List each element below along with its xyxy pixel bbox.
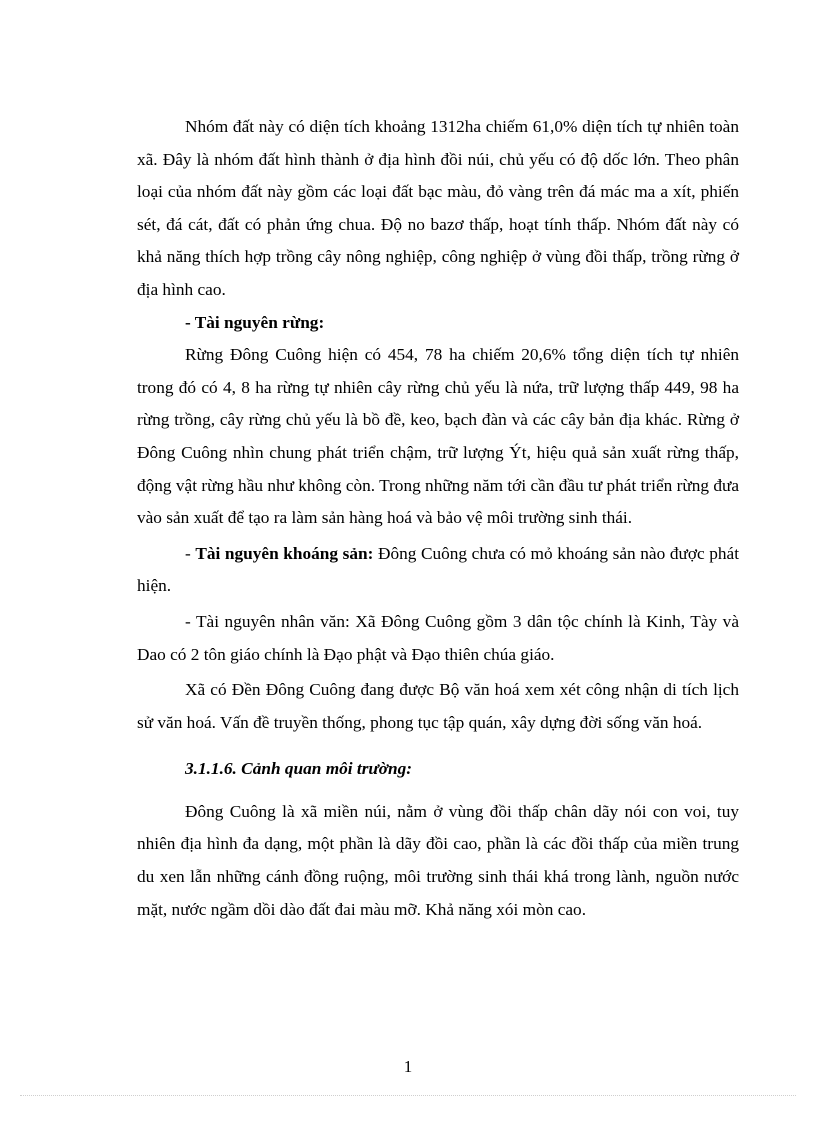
page-number: 1 bbox=[403, 1057, 413, 1076]
landscape-paragraph: Đông Cuông là xã miền núi, nằm ở vùng đồi thấp chân dãy nói con voi, tuy nhiên địa hình đa dạng, một phần là dãy đồi cao, phần là các đồi thấp của miền trung du xen lẫn những cánh đồng ruộng, môi trường sinh thái khá trong lành, nguồn nước mặt, nước ngầm dồi dào đất đai màu mỡ. Khả năng xói mòn cao. bbox=[137, 801, 739, 919]
soil-group-paragraph: Nhóm đất này có diện tích khoảng 1312ha chiếm 61,0% diện tích tự nhiên toàn xã. Đây là nhóm đất hình thành ở địa hình đồi núi, chủ yếu có độ dốc lớn. Theo phân loại của nhóm đất này gồm các loại đất bạc màu, đỏ vàng trên đá mác ma a xít, phiến sét, đá cát, đất có phản ứng chua. Độ no bazơ thấp, hoạt tính thấp. Nhóm đất này có khả năng thích hợp trồng cây nông nghiệp, công nghiệp ở vùng đồi thấp, trồng rừng ở địa hình cao. bbox=[137, 117, 739, 299]
human-resources-paragraph: - Tài nguyên nhân văn: Xã Đông Cuông gồm 3 dân tộc chính là Kinh, Tày và Dao có 2 tôn giáo chính là Đạo phật và Đạo thiên chúa giáo. bbox=[137, 611, 739, 664]
section-heading: 3.1.1.6. Cảnh quan môi trường: bbox=[185, 759, 413, 779]
forest-resources-label: - Tài nguyên rừng: bbox=[185, 312, 325, 332]
forest-resources-paragraph: Rừng Đông Cuông hiện có 454, 78 ha chiếm 20,6% tổng diện tích tự nhiên trong đó có 4, 8 ha rừng tự nhiên cây rừng chủ yếu là nứa, trữ lượng thấp 449, 98 ha rừng trồng, cây rừng chủ yếu là bồ đề, keo, bạch đàn và các cây bản địa khác. Rừng ở Đông Cuông nhìn chung phát triển chậm, trữ lượng Ýt, hiệu quả sản xuất rừng thấp, động vật rừng hầu như không còn. Trong những năm tới cần đầu tư phát triển rừng đưa vào sản xuất để tạo ra làm sản hàng hoá và bảo vệ môi trường sinh thái. bbox=[137, 345, 739, 528]
page-body bbox=[137, 111, 739, 926]
mineral-resources-text: Đông Cuông chưa có mỏ khoáng sản nào được phát hiện. bbox=[137, 543, 740, 596]
footer-divider bbox=[20, 1095, 796, 1096]
mineral-resources-paragraph bbox=[137, 538, 739, 603]
mineral-resources-label: Tài nguyên khoáng sản: bbox=[195, 543, 374, 563]
temple-paragraph: Xã có Đền Đông Cuông đang được Bộ văn hoá xem xét công nhận di tích lịch sử văn hoá. Vấn đề truyền thống, phong tục tập quán, xây dựng đời sống văn hoá. bbox=[137, 680, 739, 732]
mineral-prefix: - bbox=[185, 543, 196, 563]
